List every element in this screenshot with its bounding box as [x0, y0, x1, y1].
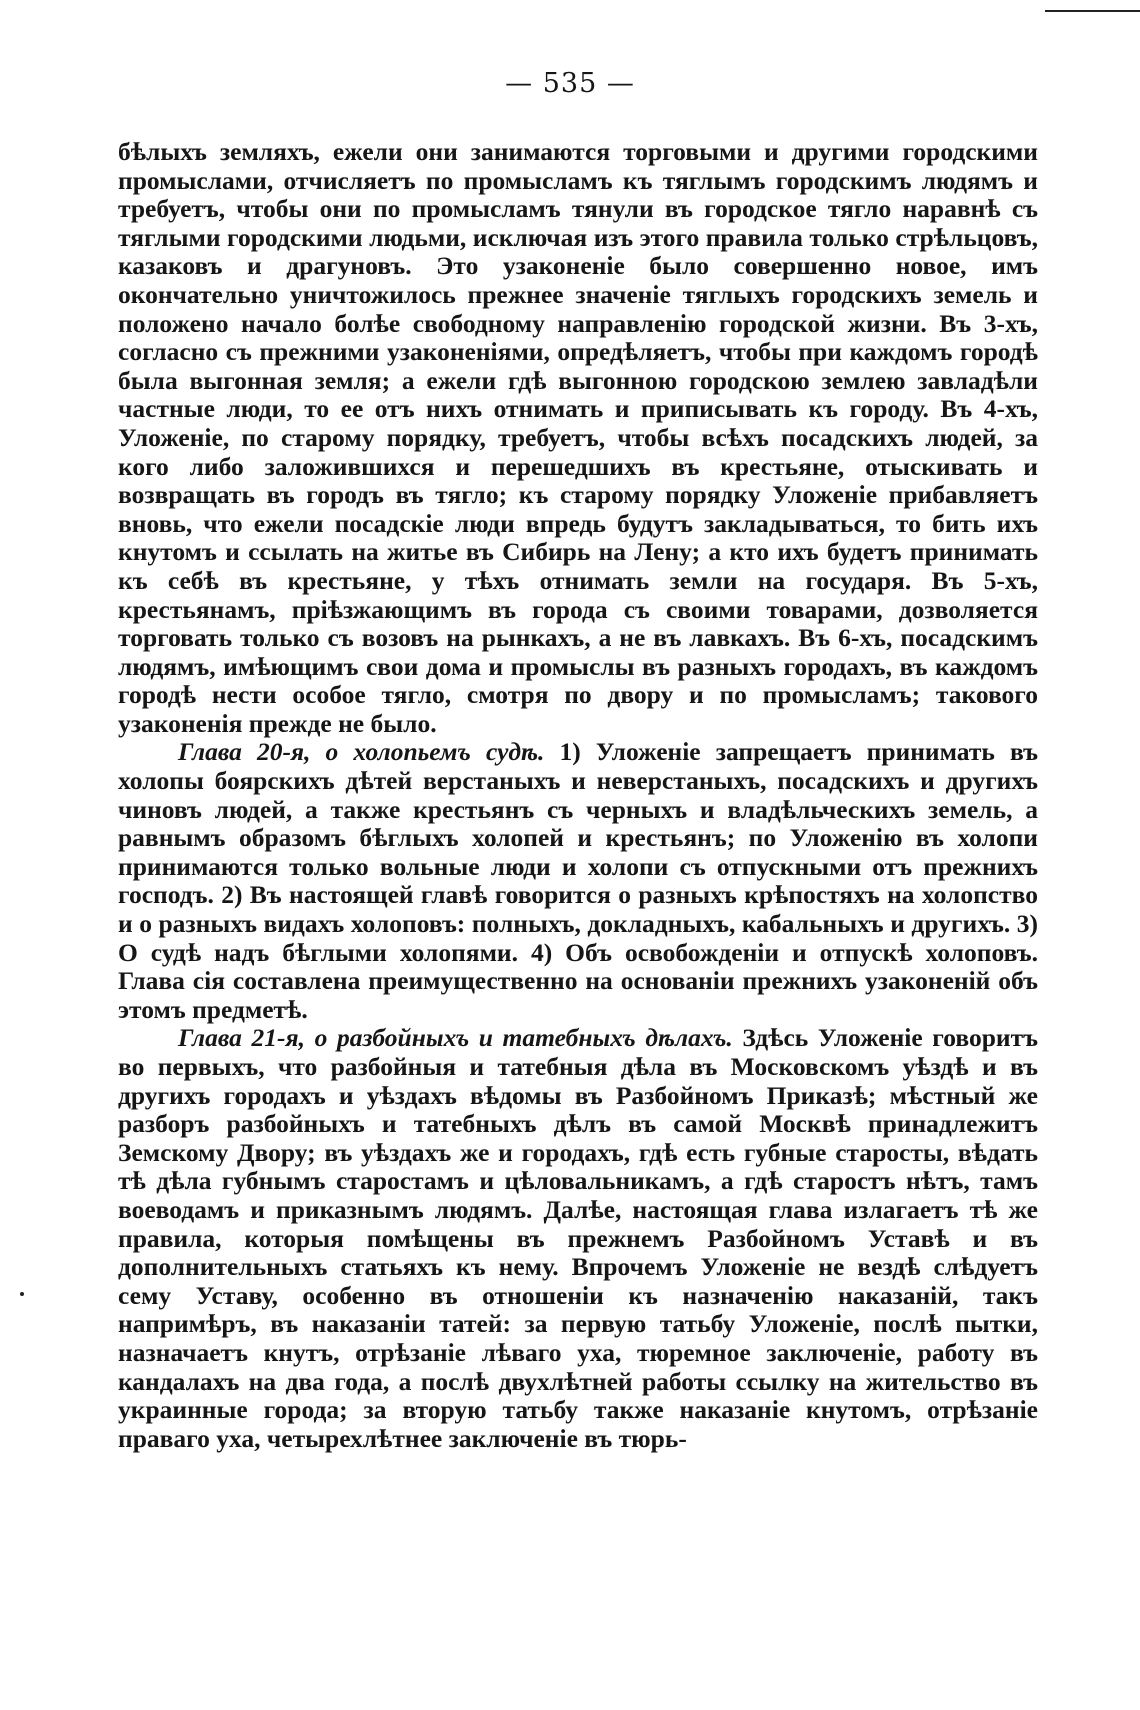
chapter-21-heading: Глава 21-я, о разбойныхъ и татебныхъ дѣлахъ.	[178, 1023, 733, 1053]
paragraph-1	[118, 138, 1038, 738]
paragraph-2-text: 1) Уложеніе запрещаетъ принимать въ холопы боярскихъ дѣтей верстаныхъ и неверстаныхъ, посадскихъ и другихъ чиновъ людей, а также крестьянъ съ черныхъ и владѣльческихъ земель, а равнымъ образомъ бѣглыхъ холопей и крестьянъ; по Уложенію въ холопи принимаются только вольные люди и холопи съ отпускными отъ прежнихъ господъ. 2) Въ настоящей главѣ говорится о разныхъ крѣпостяхъ на холопство и о разныхъ видахъ холоповъ: полныхъ, докладныхъ, кабальныхъ и другихъ. 3) О судѣ надъ бѣглыми холопями. 4) Объ освобожденіи и отпускѣ холоповъ. Глава сія составлена преимущественно на основаніи прежнихъ узаконеній объ этомъ предметѣ.	[118, 737, 1038, 1024]
paragraph-3	[118, 1024, 1038, 1453]
body-text	[118, 138, 1038, 1453]
chapter-20-heading: Глава 20-я, о холопьемъ судѣ.	[178, 737, 545, 767]
paragraph-3-text: Здѣсь Уложеніе говоритъ во первыхъ, что разбойныя и татебныя дѣла въ Московскомъ уѣздѣ и въ другихъ городахъ и уѣздахъ вѣдомы въ Разбойномъ Приказѣ; мѣстный же разборъ разбойныхъ и татебныхъ дѣлъ въ самой Москвѣ принадлежитъ Земскому Двору; въ уѣздахъ же и городахъ, гдѣ есть губные старосты, вѣдать тѣ дѣла губнымъ старостамъ и цѣловальникамъ, а гдѣ старостъ нѣтъ, тамъ воеводамъ и приказнымъ людямъ. Далѣе, настоящая глава излагаетъ тѣ же правила, которыя помѣщены въ прежнемъ Разбойномъ Уставѣ и въ дополнительныхъ статьяхъ къ нему. Впрочемъ Уложеніе не вездѣ слѣдуетъ сему Уставу, особенно въ отношеніи къ назначенію наказаній, такъ напримѣръ, въ наказаніи татей: за первую татьбу Уложеніе, послѣ пытки, назначаетъ кнутъ, отрѣзаніе лѣваго уха, тюремное заключеніе, работу въ кандалахъ на два года, а послѣ двухлѣтней работы ссылку на жительство въ украинные города; за вторую татьбу также наказаніе кнутомъ, отрѣзаніе праваго уха, четырехлѣтнее заключеніе въ тюрь-	[118, 1023, 1038, 1453]
paragraph-2	[118, 738, 1038, 1024]
page-number: — 535 —	[505, 68, 635, 99]
margin-speck	[20, 1292, 24, 1296]
paragraph-1-text: бѣлыхъ земляхъ, ежели они занимаются торговыми и другими городскими промыслами, отчисляетъ по промысламъ къ тяглымъ городскимъ людямъ и требуетъ, чтобы они по промысламъ тянули въ городское тягло наравнѣ съ тяглыми городскими людьми, исключая изъ этого правила только стрѣльцовъ, казаковъ и драгуновъ. Это узаконеніе было совершенно новое, имъ окончательно уничтожилось прежнее значеніе тяглыхъ городскихъ земель и положено начало болѣе свободному направленію городской жизни. Въ 3-хъ, согласно съ прежними узаконеніями, опредѣляетъ, чтобы при каждомъ городѣ была выгонная земля; а ежели гдѣ выгонною городскою землею завладѣли частные люди, то ее отъ нихъ отнимать и приписывать къ городу. Въ 4-хъ, Уложеніе, по старому порядку, требуетъ, чтобы всѣхъ посадскихъ людей, за кого либо заложившихся и перешедшихъ въ крестьяне, отыскивать и возвращать въ городъ въ тягло; къ старому порядку Уложеніе прибавляетъ вновь, что ежели посадскіе люди впредь будутъ закладываться, то бить ихъ кнутомъ и ссылать на житье въ Сибирь на Лену; а кто ихъ будетъ принимать къ себѣ въ крестьяне, у тѣхъ отнимать земли на государя. Въ 5-хъ, крестьянамъ, пріѣзжающимъ въ города съ своими товарами, дозволяется торговать только съ возовъ на рынкахъ, а не въ лавкахъ. Въ 6-хъ, посадскимъ людямъ, имѣющимъ свои дома и промыслы въ разныхъ городахъ, въ каждомъ городѣ нести особое тягло, смотря по двору и по промысламъ; такового узаконенія прежде не было.	[118, 137, 1038, 738]
top-edge-rule	[1045, 10, 1140, 12]
